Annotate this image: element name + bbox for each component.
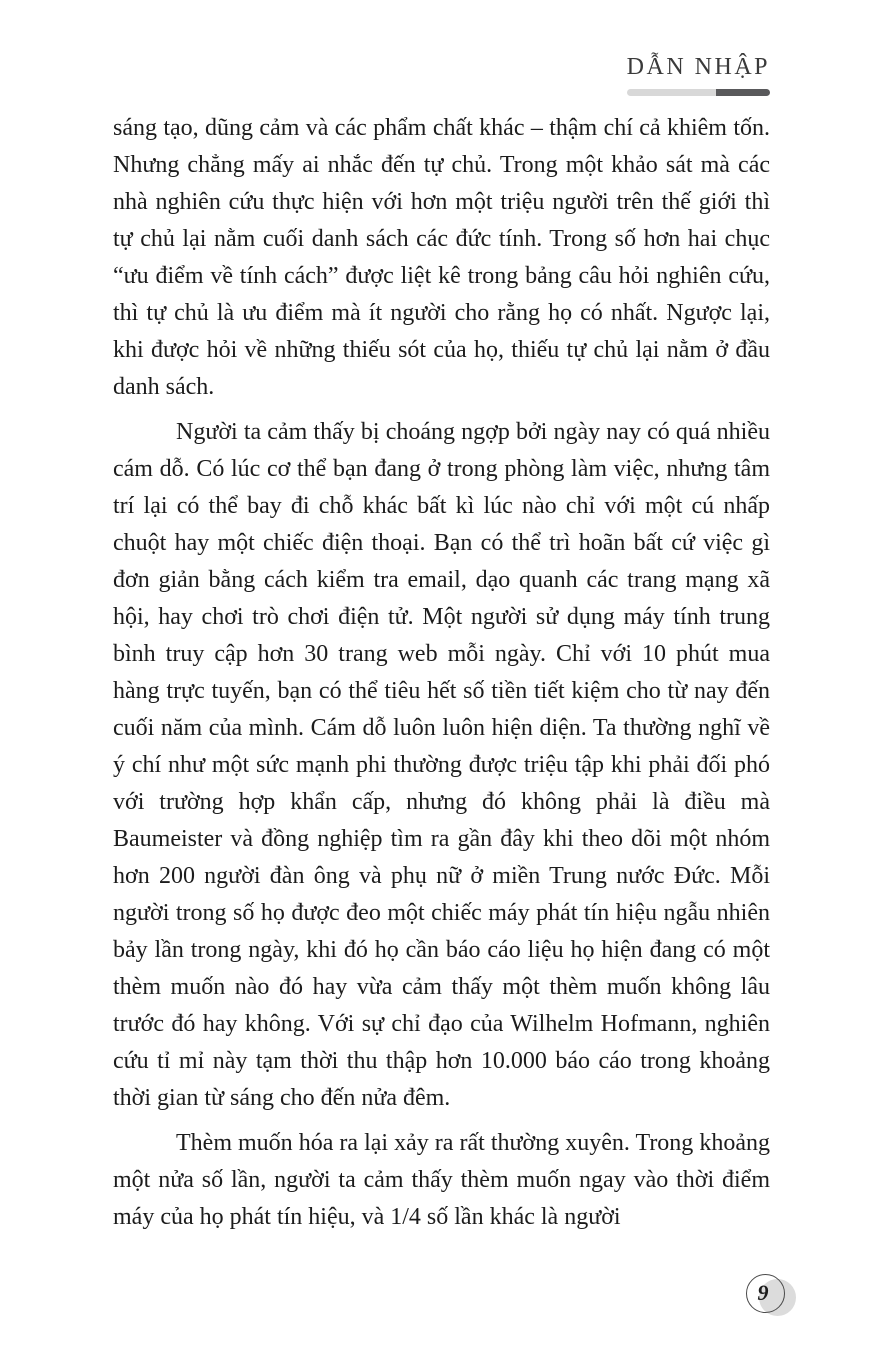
paragraph-1: sáng tạo, dũng cảm và các phẩm chất khác – thậm chí cả khiêm tốn. Nhưng chẳng mấy ai nhắc đến tự chủ. Trong một khảo sát mà các nhà nghiên cứu thực hiện với hơn một triệu người trên thế giới thì tự chủ lại nằm cuối danh sách các đức tính. Trong số hơn hai chục “ưu điểm về tính cách” được liệt kê trong bảng câu hỏi nghiên cứu, thì tự chủ là ưu điểm mà ít người cho rằng họ có nhất. Ngược lại, khi được hỏi về những thiếu sót của họ, thiếu tự chủ lại nằm ở đầu danh sách. [113,115,770,400]
page-number-badge [746,1274,785,1313]
paragraph-3: Thèm muốn hóa ra lại xảy ra rất thường xuyên. Trong khoảng một nửa số lần, người ta cảm thấy thèm muốn ngay vào thời điểm máy của họ phát tín hiệu, và 1/4 số lần khác là người [113,1130,770,1230]
paragraph-2: Người ta cảm thấy bị choáng ngợp bởi ngày nay có quá nhiều cám dỗ. Có lúc cơ thể bạn đang ở trong phòng làm việc, nhưng tâm trí lại có thể bay đi chỗ khác bất kì lúc nào chỉ với một cú nhấp chuột hay một chiếc điện thoại. Bạn có thể trì hoãn bất cứ việc gì đơn giản bằng cách kiểm tra email, dạo quanh các trang mạng xã hội, hay chơi trò chơi điện tử. Một người sử dụng máy tính trung bình truy cập hơn 30 trang web mỗi ngày. Chỉ với 10 phút mua hàng trực tuyến, bạn có thể tiêu hết số tiền tiết kiệm cho từ nay đến cuối năm của mình. Cám dỗ luôn luôn hiện diện. Ta thường nghĩ về ý chí như một sức mạnh phi thường được triệu tập khi phải đối phó với trường hợp khẩn cấp, nhưng đó không phải là điều mà Baumeister và đồng nghiệp tìm ra gần đây khi theo dõi một nhóm hơn 200 người đàn ông và phụ nữ ở miền Trung nước Đức. Mỗi người trong số họ được đeo một chiếc máy phát tín hiệu ngẫu nhiên bảy lần trong ngày, khi đó họ cần báo cáo liệu họ hiện đang có một thèm muốn nào đó hay vừa cảm thấy một thèm muốn không lâu trước đó hay không. Với sự chỉ đạo của Wilhelm Hofmann, nghiên cứu tỉ mỉ này tạm thời thu thập hơn 10.000 báo cáo trong khoảng thời gian từ sáng cho đến nửa đêm. [113,419,770,1111]
chapter-title: DẪN NHẬP [626,54,770,80]
body-text [113,110,770,1236]
header-rule-dark-segment [716,89,770,96]
header-rule-light-segment [627,89,716,96]
header-rule [627,89,770,96]
page-header [627,52,770,96]
page-number: 9 [757,1279,769,1305]
